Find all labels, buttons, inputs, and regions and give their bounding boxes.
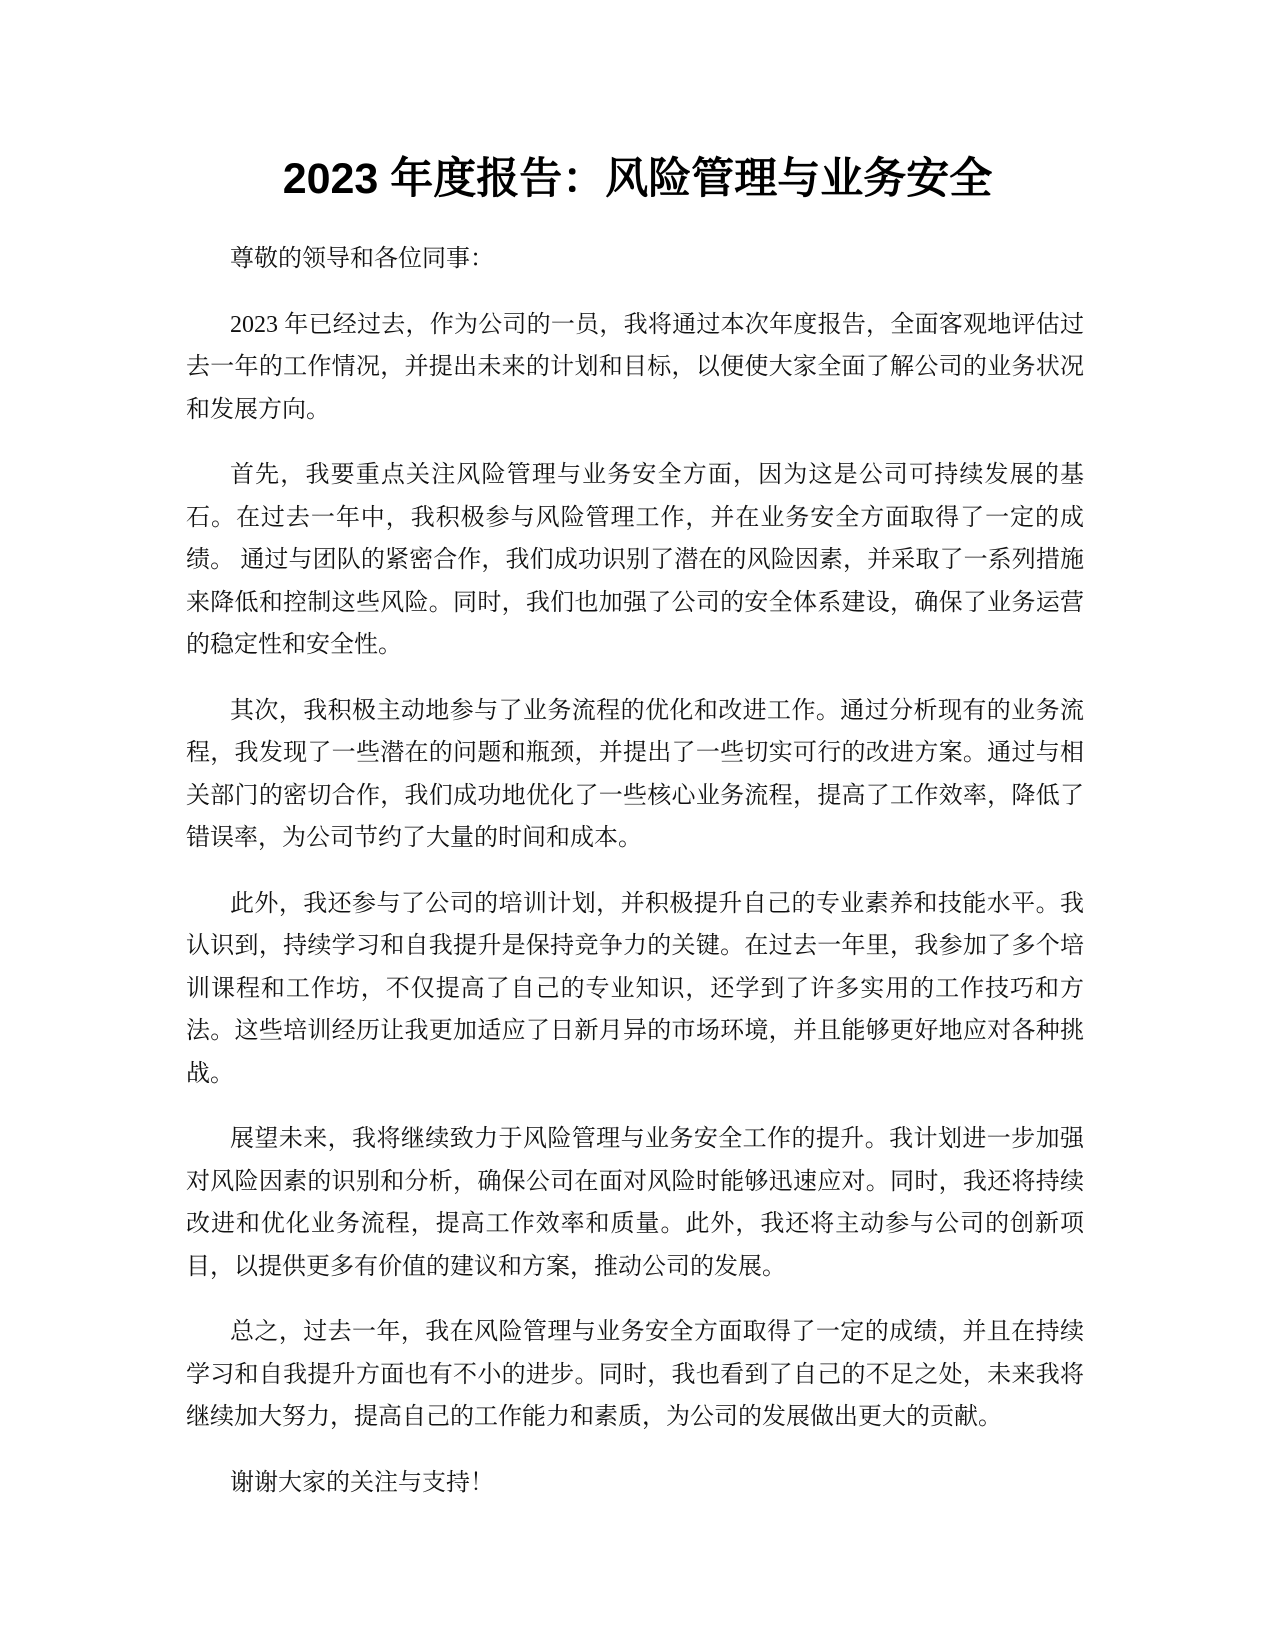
intro-paragraph: 2023 年已经过去，作为公司的一员，我将通过本次年度报告，全面客观地评估过去一年的工作情况，并提出未来的计划和目标，以便使大家全面了解公司的业务状况和发展方向。	[186, 311, 1084, 423]
document-body	[186, 238, 1084, 1527]
process-optimization-paragraph: 其次，我积极主动地参与了业务流程的优化和改进工作。通过分析现有的业务流程，我发现了一些潜在的问题和瓶颈，并提出了一些切实可行的改进方案。通过与相关部门的密切合作，我们成功地优化了一些核心业务流程，提高了工作效率，降低了错误率，为公司节约了大量的时间和成本。	[186, 697, 1084, 851]
risk-management-paragraph: 首先，我要重点关注风险管理与业务安全方面，因为这是公司可持续发展的基石。在过去一年中，我积极参与风险管理工作，并在业务安全方面取得了一定的成绩。 通过与团队的紧密合作，我们成功识别了潜在的风险因素，并采取了一系列措施来降低和控制这些风险。同时，我们也加强了公司的安全体系建设，确保了业务运营的稳定性和安全性。	[186, 462, 1084, 658]
outlook-paragraph: 展望未来，我将继续致力于风险管理与业务安全工作的提升。我计划进一步加强对风险因素的识别和分析，确保公司在面对风险时能够迅速应对。同时，我还将持续改进和优化业务流程，提高工作效率和质量。此外，我还将主动参与公司的创新项目，以提供更多有价值的建议和方案，推动公司的发展。	[186, 1126, 1084, 1280]
closing-paragraph: 谢谢大家的关注与支持！	[230, 1469, 494, 1496]
summary-paragraph: 总之，过去一年，我在风险管理与业务安全方面取得了一定的成绩，并且在持续学习和自我提升方面也有不小的进步。同时，我也看到了自己的不足之处，未来我将继续加大努力，提高自己的工作能力和素质，为公司的发展做出更大的贡献。	[186, 1319, 1084, 1430]
training-paragraph: 此外，我还参与了公司的培训计划，并积极提升自己的专业素养和技能水平。我认识到，持续学习和自我提升是保持竞争力的关键。在过去一年里，我参加了多个培训课程和工作坊，不仅提高了自己的专业知识，还学到了许多实用的工作技巧和方法。这些培训经历让我更加适应了日新月异的市场环境，并且能够更好地应对各种挑战。	[186, 890, 1084, 1087]
document-title: 2023 年度报告：风险管理与业务安全	[282, 155, 993, 203]
salutation-paragraph: 尊敬的领导和各位同事：	[230, 246, 494, 272]
